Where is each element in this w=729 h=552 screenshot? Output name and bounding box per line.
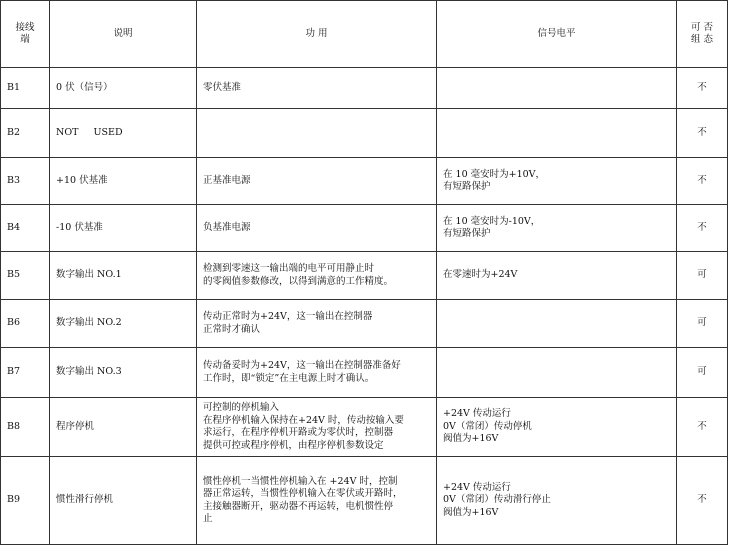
table-row (1, 457, 728, 545)
cell-func (197, 109, 437, 158)
cell-config: 不 (677, 158, 728, 205)
cell-level: 在 10 毫安时为-10V， 有短路保护 (437, 205, 677, 252)
cell-desc: 0 伏（信号） (50, 68, 197, 109)
cell-func: 负基准电源 (197, 205, 437, 252)
cell-level (437, 300, 677, 348)
table-row (1, 109, 728, 158)
cell-config: 不 (677, 398, 728, 457)
table-row (1, 252, 728, 300)
header-pin: 接线 端 (1, 1, 50, 68)
cell-pin: B8 (1, 398, 50, 457)
cell-pin: B9 (1, 457, 50, 545)
cell-desc: NOT USED (50, 109, 197, 158)
cell-desc: -10 伏基准 (50, 205, 197, 252)
cell-func: 传动正常时为+24V，这一输出在控制器 正常时才确认 (197, 300, 437, 348)
cell-config: 不 (677, 68, 728, 109)
header-desc: 说明 (50, 1, 197, 68)
header-func: 功 用 (197, 1, 437, 68)
cell-config: 不 (677, 205, 728, 252)
table-row (1, 158, 728, 205)
cell-pin: B5 (1, 252, 50, 300)
cell-config: 可 (677, 348, 728, 398)
table-row (1, 398, 728, 457)
cell-level: 在 10 毫安时为+10V， 有短路保护 (437, 158, 677, 205)
table-row (1, 348, 728, 398)
cell-func: 检测到零速这一输出端的电平可用静止时 的零阀值参数修改，以得到满意的工作精度。 (197, 252, 437, 300)
cell-level: +24V 传动运行 0V（常闭）传动滑行停止 阀值为+16V (437, 457, 677, 545)
cell-pin: B4 (1, 205, 50, 252)
cell-config: 不 (677, 457, 728, 545)
cell-func: 零伏基准 (197, 68, 437, 109)
cell-level: 在零速时为+24V (437, 252, 677, 300)
table-row (1, 68, 728, 109)
cell-desc: 惯性滑行停机 (50, 457, 197, 545)
cell-func: 传动备妥时为+24V，这一输出在控制器准备好 工作时，即“锁定”在主电源上时才确认。 (197, 348, 437, 398)
cell-desc: 数字输出 NO.2 (50, 300, 197, 348)
header-config: 可 否 组 态 (677, 1, 728, 68)
cell-config: 可 (677, 300, 728, 348)
cell-level (437, 68, 677, 109)
table-row (1, 205, 728, 252)
header-level: 信号电平 (437, 1, 677, 68)
table-row (1, 300, 728, 348)
cell-pin: B6 (1, 300, 50, 348)
header-row (1, 1, 728, 68)
cell-func: 正基准电源 (197, 158, 437, 205)
cell-pin: B7 (1, 348, 50, 398)
cell-func: 惯性停机一当惯性停机输入在 +24V 时，控制 器正常运转，当惯性停机输入在零伏或开路时， 主接触器断开，驱动器不再运转，电机惯性停 止 (197, 457, 437, 545)
cell-level (437, 109, 677, 158)
cell-config: 不 (677, 109, 728, 158)
cell-config: 可 (677, 252, 728, 300)
cell-pin: B2 (1, 109, 50, 158)
cell-desc: 程序停机 (50, 398, 197, 457)
cell-desc: 数字输出 NO.1 (50, 252, 197, 300)
cell-pin: B3 (1, 158, 50, 205)
cell-desc: 数字输出 NO.3 (50, 348, 197, 398)
cell-pin: B1 (1, 68, 50, 109)
cell-func: 可控制的停机输入 在程序停机输入保持在+24V 时，传动按输入要 求运行，在程序停机开路或为零伏时，控制器 提供可控或程序停机，由程序停机参数设定 (197, 398, 437, 457)
cell-desc: +10 伏基准 (50, 158, 197, 205)
cell-level: +24V 传动运行 0V（常闭）传动停机 阀值为+16V (437, 398, 677, 457)
cell-level (437, 348, 677, 398)
